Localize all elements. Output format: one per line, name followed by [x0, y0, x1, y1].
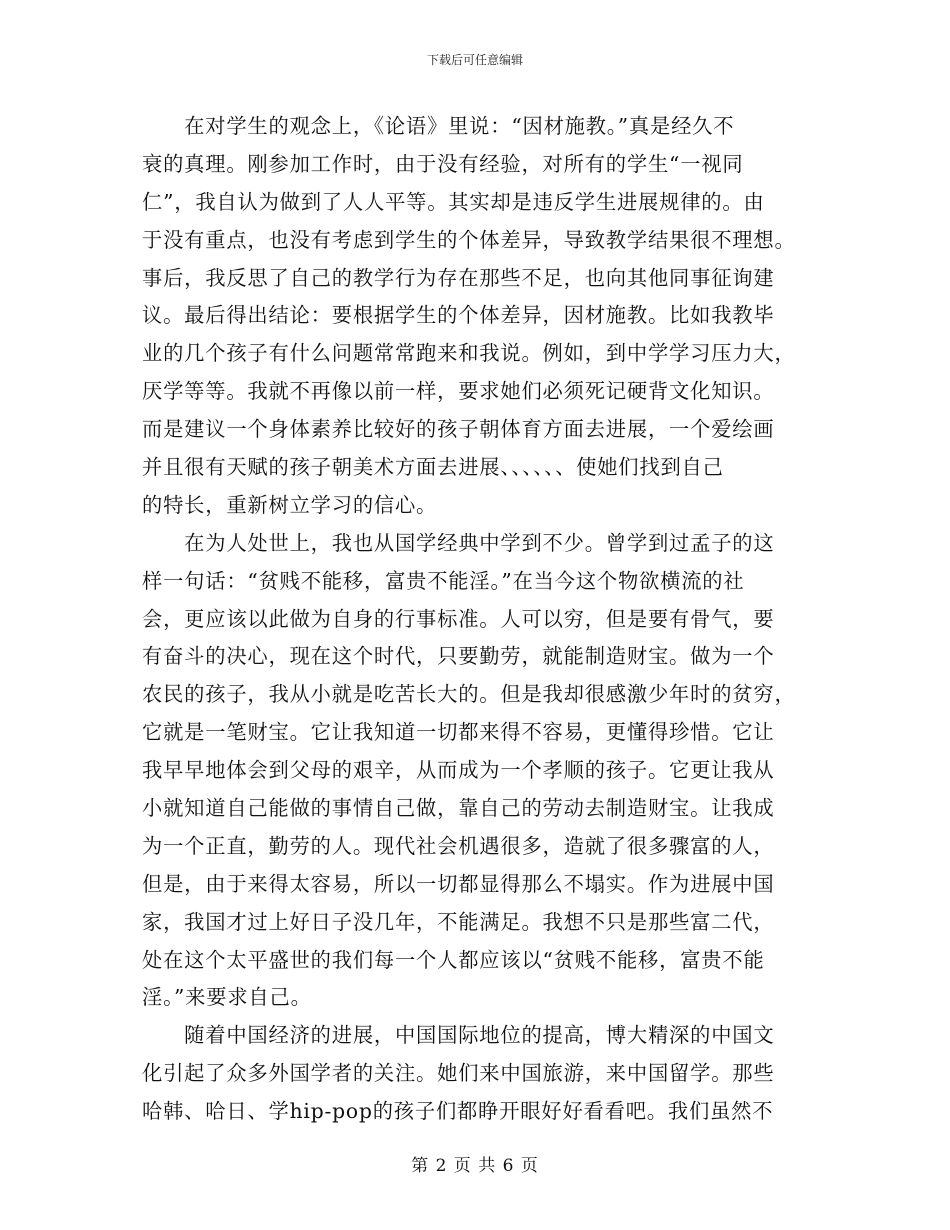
- page-header: 下载后可任意编辑: [426, 53, 523, 67]
- text-line: 业的几个孩子有什么问题常常跑来和我说。例如，到中学学习压力大，: [142, 341, 796, 366]
- text-line: 而是建议一个身体素养比较好的孩子朝体育方面去进展，一个爱绘画: [142, 417, 775, 442]
- text-line: 仁”，我自认为做到了人人平等。其实却是违反学生进展规律的。由: [142, 189, 765, 214]
- text-line: 衰的真理。刚参加工作时，由于没有经验，对所有的学生“一视同: [142, 151, 744, 176]
- text-line: 会，更应该以此做为自身的行事标准。人可以穷，但是要有骨气，要: [142, 606, 775, 631]
- text-line: 它就是一笔财宝。它让我知道一切都来得不容易，更懂得珍惜。它让: [142, 720, 775, 745]
- text-line: 于没有重点，也没有考虑到学生的个体差异，导致教学结果很不理想。: [142, 227, 796, 252]
- text-line: 样一句话：“贫贱不能移，富贵不能淫。”在当今这个物欲横流的社: [142, 568, 745, 593]
- paragraph-3: [142, 1017, 812, 1131]
- text-line: 有奋斗的决心，现在这个时代，只要勤劳，就能制造财宝。做为一个: [142, 644, 775, 669]
- text-line: 并且很有天赋的孩子朝美术方面去进展、、、、、、使她们找到自己: [142, 455, 724, 480]
- text-line: 事后，我反思了自己的教学行为存在那些不足，也向其他同事征询建: [142, 265, 775, 290]
- text-line: 家，我国才过上好日子没几年，不能满足。我想不只是那些富二代，: [142, 909, 775, 934]
- text-line: 淫。”来要求自己。: [142, 985, 312, 1010]
- page-number-footer: 第 2 页 共 6 页: [411, 1156, 539, 1176]
- text-line: 哈韩、哈日、学hip-pop的孩子们都睁开眼好好看看吧。我们虽然不: [142, 1099, 774, 1124]
- text-line: 农民的孩子，我从小就是吃苦长大的。但是我却很感激少年时的贫穷，: [142, 682, 796, 707]
- text-line: 化引起了众多外国学者的关注。她们来中国旅游，来中国留学。那些: [142, 1061, 775, 1086]
- text-line: 在对学生的观念上，《论语》里说：“因材施教。”真是经久不: [142, 114, 735, 138]
- text-line: 厌学等等。我就不再像以前一样，要求她们必须死记硬背文化知识。: [142, 379, 775, 404]
- text-line: 在为人处世上，我也从国学经典中学到不少。曾学到过孟子的这: [142, 530, 775, 555]
- paragraph-1: [142, 108, 812, 525]
- text-line: 为一个正直，勤劳的人。现代社会机遇很多，造就了很多骤富的人，: [142, 833, 775, 858]
- text-line: 小就知道自己能做的事情自己做，靠自己的劳动去制造财宝。让我成: [142, 796, 775, 821]
- text-line: 我早早地体会到父母的艰辛，从而成为一个孝顺的孩子。它更让我从: [142, 758, 775, 783]
- text-line: 的特长，重新树立学习的信心。: [142, 492, 438, 517]
- text-line: 处在这个太平盛世的我们每一个人都应该以“贫贱不能移，富贵不能: [142, 947, 765, 972]
- paragraph-2: [142, 525, 812, 1018]
- text-line: 但是，由于来得太容易，所以一切都显得那么不塌实。作为进展中国: [142, 871, 775, 896]
- document-body: [142, 108, 812, 1131]
- text-line: 随着中国经济的进展，中国国际地位的提高，博大精深的中国文: [142, 1023, 775, 1048]
- text-line: 议。最后得出结论：要根据学生的个体差异，因材施教。比如我教毕: [142, 303, 775, 328]
